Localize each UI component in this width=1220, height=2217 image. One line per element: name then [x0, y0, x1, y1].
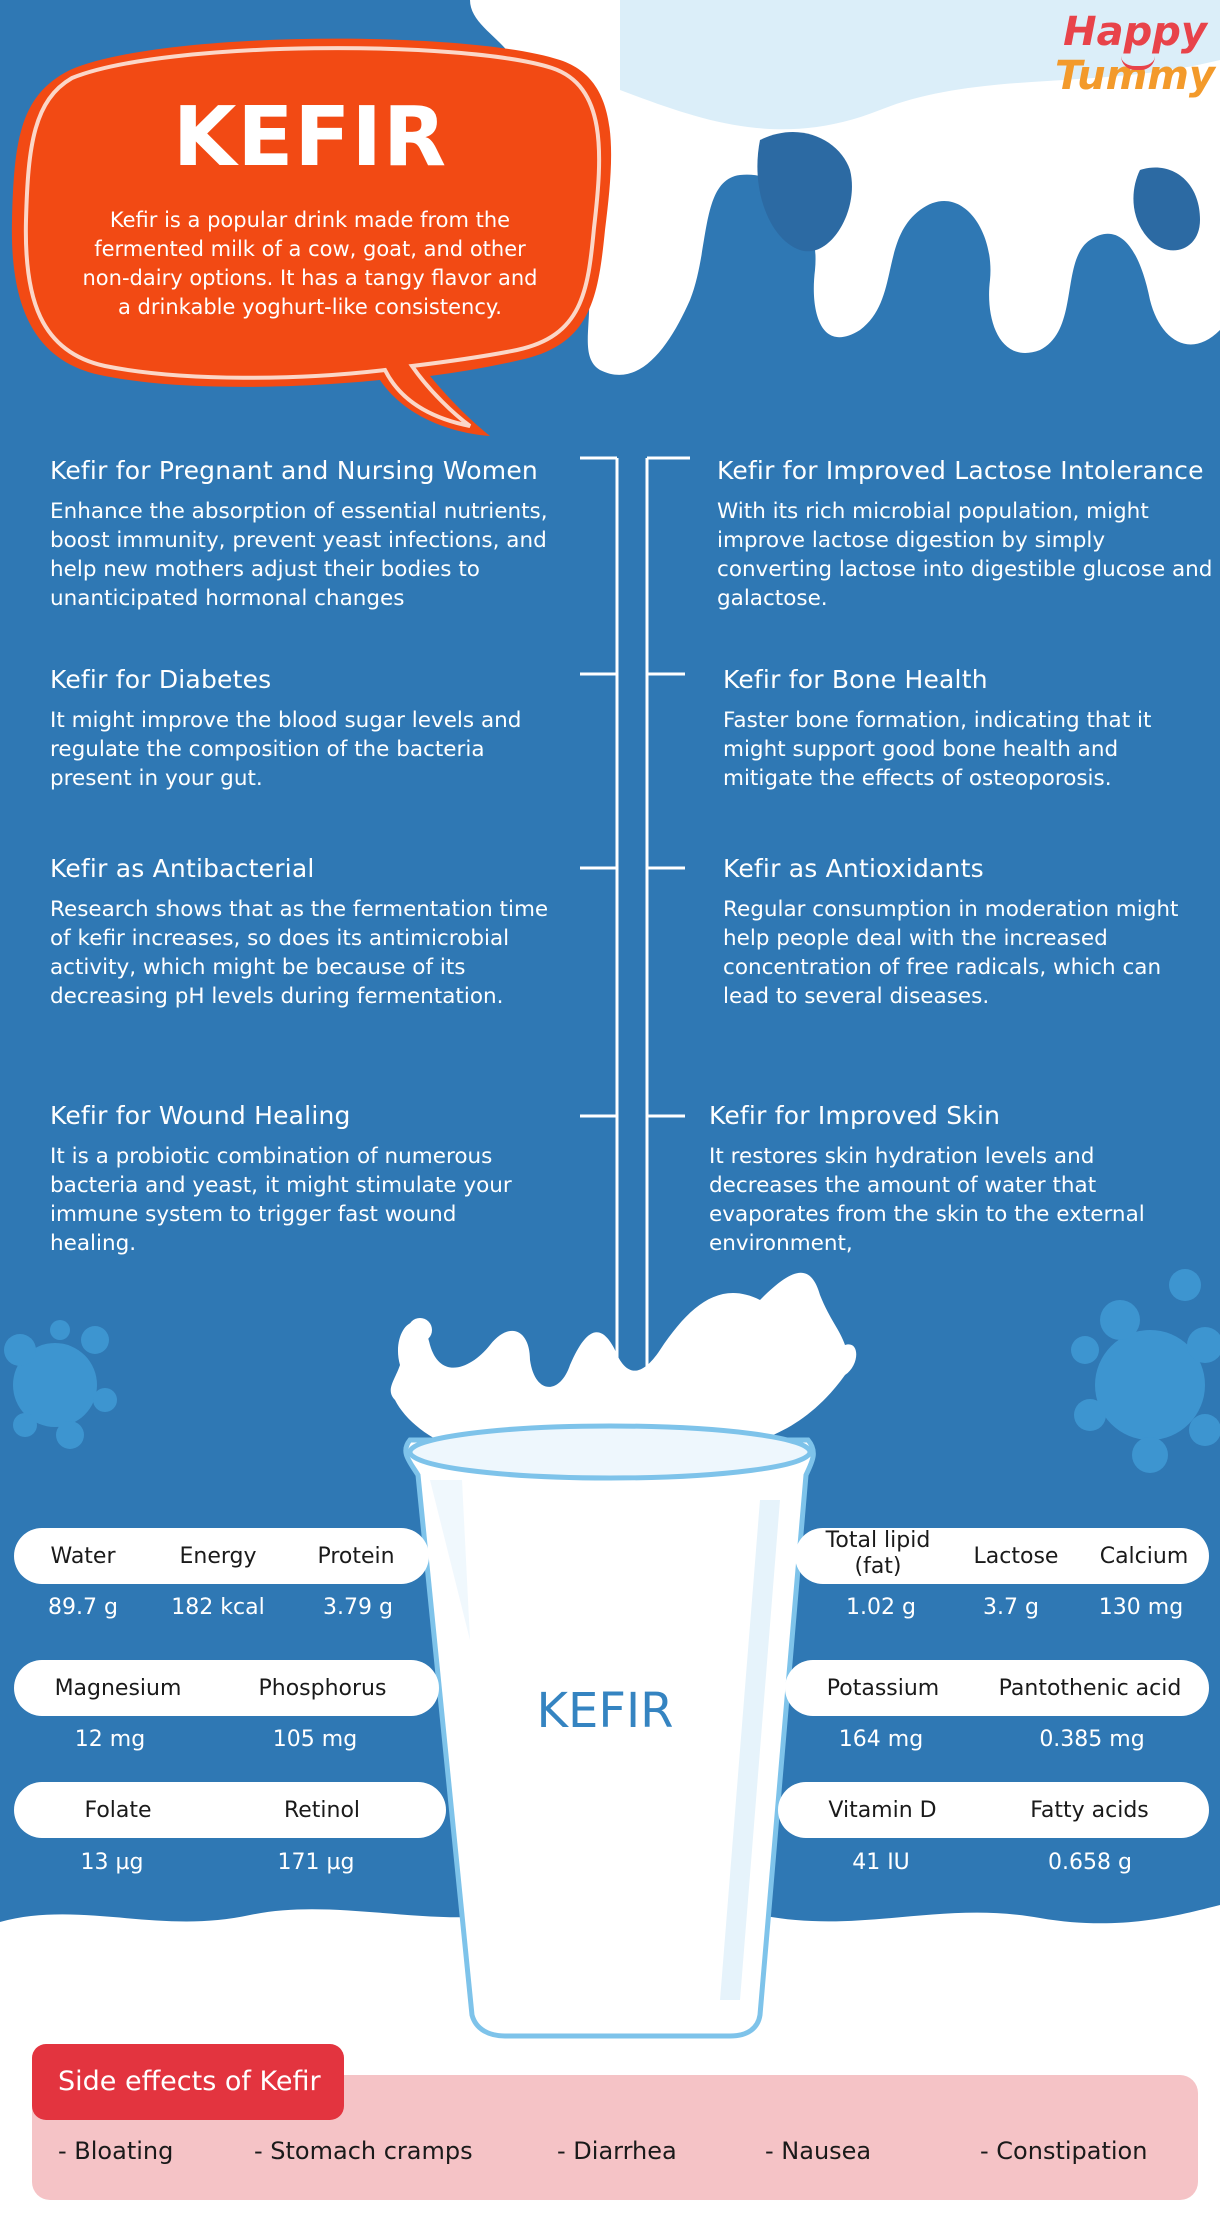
nutrient-label: Pantothenic acid: [998, 1676, 1182, 1701]
side-effects-title: Side effects of Kefir: [32, 2044, 344, 2120]
nutrient-value: 12 mg: [74, 1727, 146, 1752]
divider-lines: [580, 458, 690, 1415]
benefit-antioxidants: [723, 853, 1213, 1011]
nutrient-label: Potassium: [826, 1676, 940, 1701]
benefit-text: It might improve the blood sugar levels and regulate the composition of the bacteria present in your gut.: [50, 708, 522, 791]
benefit-lactose-intolerance: [717, 455, 1217, 613]
nutrient-value: 0.385 mg: [1039, 1727, 1145, 1752]
nutrient-value: 171 µg: [277, 1850, 355, 1875]
benefit-pregnant-nursing: [50, 455, 590, 613]
nutrient-value: 105 mg: [272, 1727, 358, 1752]
nutrient-label: Protein: [317, 1544, 395, 1569]
happy-tummy-logo: [1050, 10, 1220, 98]
benefit-title: Kefir for Improved Lactose Intolerance: [717, 456, 1204, 485]
benefit-improved-skin: [709, 1100, 1179, 1258]
benefit-text: It is a probiotic combination of numerous bacteria and yeast, it might stimulate your immune system to trigger fast wound healing.: [50, 1144, 512, 1256]
page-title: KEFIR: [172, 90, 448, 185]
nutrient-label: Magnesium: [54, 1676, 182, 1701]
bacteria-left: [4, 1320, 117, 1449]
side-effect-item: - Constipation: [980, 2137, 1148, 2165]
nutrient-value: 13 µg: [80, 1850, 144, 1875]
side-effect-item: - Diarrhea: [557, 2137, 677, 2165]
nutrient-value: 130 mg: [1098, 1595, 1184, 1620]
benefit-antibacterial: [50, 853, 550, 1011]
nutrient-value: 0.658 g: [1048, 1850, 1132, 1875]
benefit-title: Kefir for Pregnant and Nursing Women: [50, 456, 538, 485]
benefit-title: Kefir as Antibacterial: [50, 854, 315, 883]
benefit-text: It restores skin hydration levels and decreases the amount of water that evaporates from the skin to the external environment,: [709, 1144, 1145, 1256]
benefit-title: Kefir as Antioxidants: [723, 854, 984, 883]
benefit-title: Kefir for Improved Skin: [709, 1101, 1001, 1130]
nutrient-value: 89.7 g: [48, 1595, 118, 1620]
logo-line-2: Tummy: [1054, 53, 1216, 99]
benefit-text: With its rich microbial population, might improve lactose digestion by simply converting lactose into digestible glucose and galactose.: [717, 499, 1213, 611]
side-effect-item: - Stomach cramps: [254, 2137, 473, 2165]
nutrient-label: Folate: [84, 1798, 152, 1823]
nutrient-value: 164 mg: [838, 1727, 924, 1752]
benefit-title: Kefir for Bone Health: [723, 665, 988, 694]
benefit-title: Kefir for Wound Healing: [50, 1101, 351, 1130]
nutrient-value: 1.02 g: [846, 1595, 916, 1620]
benefit-title: Kefir for Diabetes: [50, 665, 272, 694]
nutrient-value: 3.7 g: [983, 1595, 1039, 1620]
benefit-diabetes: [50, 664, 540, 793]
nutrient-label: Total lipid (fat): [825, 1528, 931, 1579]
benefit-text: Research shows that as the fermentation time of kefir increases, so does its antimicrobial activity, which might be because of its decreasing pH levels during fermentation.: [50, 897, 549, 1009]
benefit-text: Faster bone formation, indicating that it might support good bone health and mitigate the effects of osteoporosis.: [723, 708, 1152, 791]
bacteria-right: [1071, 1269, 1220, 1473]
benefit-wound-healing: [50, 1100, 540, 1258]
nutrient-value: 182 kcal: [171, 1595, 265, 1620]
nutrient-label: Lactose: [973, 1544, 1059, 1569]
nutrient-label: Water: [50, 1544, 116, 1569]
benefit-text: Regular consumption in moderation might help people deal with the increased concentration of free radicals, which can lead to several diseases.: [723, 897, 1179, 1009]
nutrient-label: Energy: [179, 1544, 257, 1569]
nutrient-label: Retinol: [283, 1798, 361, 1823]
nutrient-value: 3.79 g: [323, 1595, 393, 1620]
intro-text: Kefir is a popular drink made from the fermented milk of a cow, goat, and other non-dairy options. It has a tangy flavor and a drinkable yoghurt-like consistency.: [82, 208, 538, 319]
nutrient-label: Vitamin D: [828, 1798, 937, 1823]
nutrient-label: Phosphorus: [258, 1676, 387, 1701]
nutrient-label: Calcium: [1099, 1544, 1189, 1569]
benefit-text: Enhance the absorption of essential nutrients, boost immunity, prevent yeast infections, and help new mothers adjust their bodies to unanticipated hormonal changes: [50, 499, 548, 611]
glass-label: KEFIR: [536, 1683, 674, 1739]
benefit-bone-health: [723, 664, 1193, 793]
milk-splash-glass: [391, 1273, 857, 1450]
nutrient-value: 41 IU: [852, 1850, 910, 1875]
nutrient-label: Fatty acids: [1030, 1798, 1149, 1823]
side-effect-item: - Bloating: [58, 2137, 174, 2165]
side-effect-item: - Nausea: [765, 2137, 872, 2165]
logo-line-1: Happy: [1063, 9, 1207, 55]
